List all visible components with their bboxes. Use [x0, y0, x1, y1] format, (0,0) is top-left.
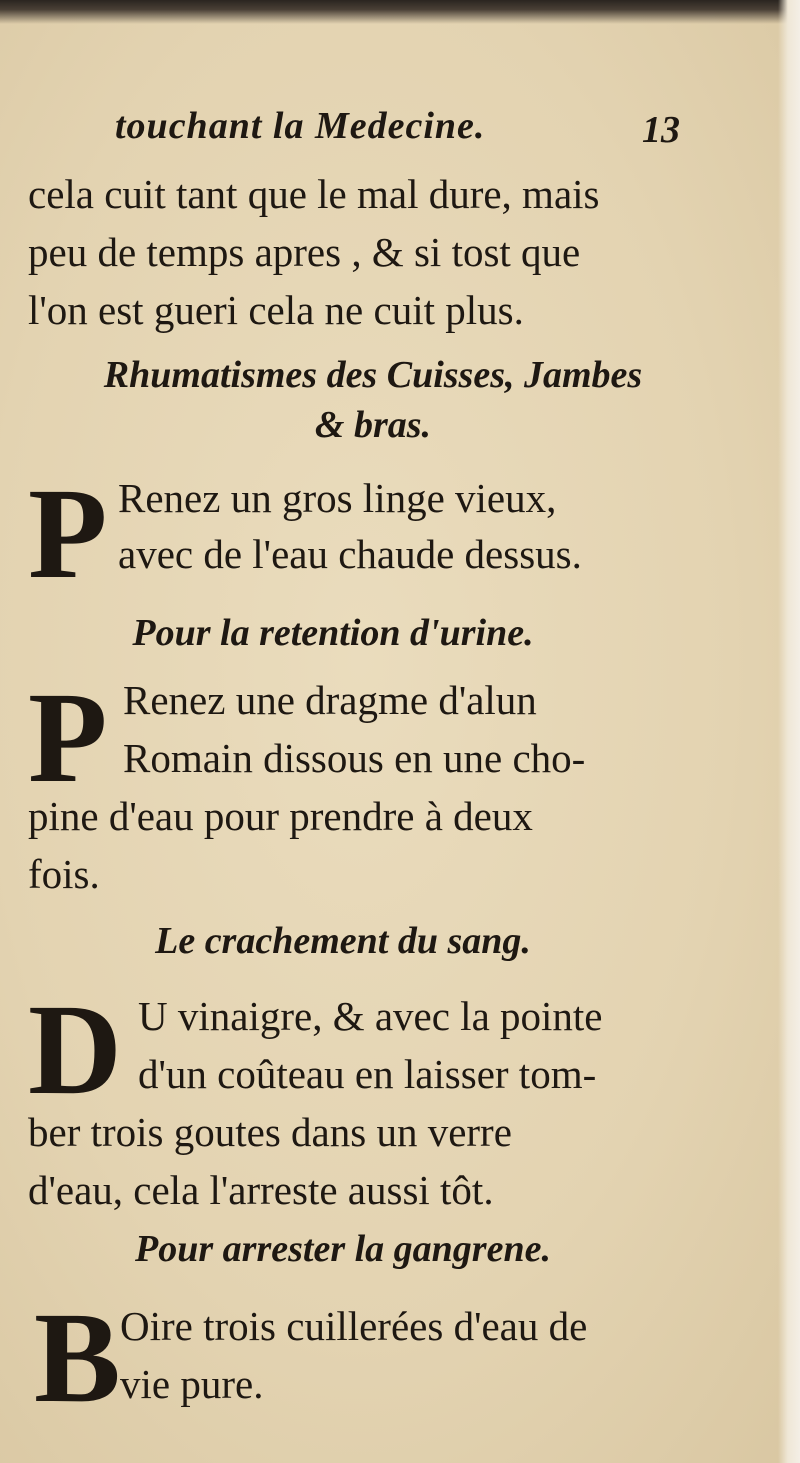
text-line: avec de l'eau chaude dessus.: [118, 531, 582, 577]
text-line: peu de temps apres , & si tost que: [28, 229, 581, 275]
text-line: Renez un gros linge vieux,: [118, 475, 557, 521]
section-heading: Pour la retention d'urine.: [132, 612, 534, 654]
drop-cap: P: [28, 666, 108, 810]
section-heading: Rhumatismes des Cuisses, Jambes: [103, 354, 643, 396]
page-right-edge: [778, 0, 800, 1463]
text-line: vie pure.: [120, 1361, 264, 1407]
section-heading: Le crachement du sang.: [155, 920, 531, 962]
text-line: fois.: [28, 851, 100, 897]
text-line: U vinaigre, & avec la pointe: [138, 993, 603, 1039]
page-number: 13: [642, 109, 680, 151]
text-line: pine d'eau pour prendre à deux: [28, 793, 533, 839]
text-line: Renez une dragme d'alun: [123, 677, 537, 723]
running-head: touchant la Medecine.: [115, 105, 486, 147]
text-line: d'un coûteau en laisser tom-: [138, 1051, 597, 1097]
text-line: d'eau, cela l'arreste aussi tôt.: [28, 1167, 494, 1213]
section-heading: Pour arrester la gangrene.: [135, 1228, 551, 1270]
drop-cap: D: [28, 978, 122, 1122]
text-line: l'on est gueri cela ne cuit plus.: [28, 287, 524, 333]
page-header: [0, 100, 800, 160]
section-heading: & bras.: [314, 404, 432, 446]
drop-cap: P: [28, 462, 108, 606]
text-line: Oire trois cuillerées d'eau de: [120, 1303, 588, 1349]
page-top-shadow: [0, 0, 800, 24]
text-line: ber trois goutes dans un verre: [28, 1109, 512, 1155]
text-line: Romain dissous en une cho-: [123, 735, 586, 781]
drop-cap: B: [34, 1286, 121, 1430]
text-line: cela cuit tant que le mal dure, mais: [28, 171, 600, 217]
